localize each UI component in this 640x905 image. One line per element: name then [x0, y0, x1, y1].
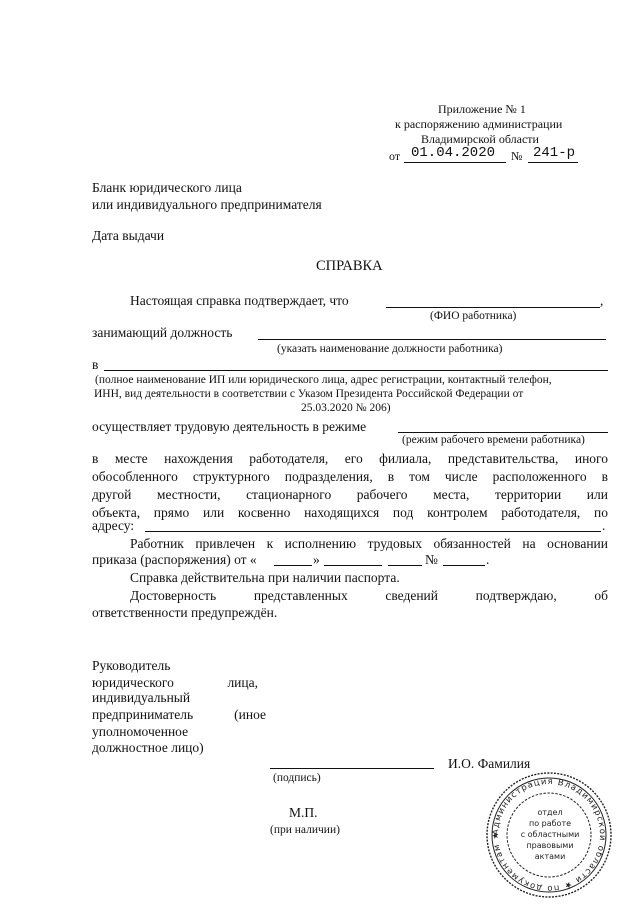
order-day-field[interactable]	[274, 565, 312, 566]
signer-line-5: уполномоченное	[92, 724, 189, 739]
signer-line-6: должностное лицо)	[92, 740, 204, 755]
address-label: адресу:	[92, 518, 135, 533]
order-number-field[interactable]	[443, 565, 485, 566]
seal-label: М.П.	[289, 805, 318, 820]
mode-field-line[interactable]	[398, 432, 608, 433]
stamp-line-2: по работе	[528, 819, 572, 828]
address-field-line[interactable]	[145, 531, 601, 532]
position-hint: (указать наименование должности работника)	[277, 343, 503, 355]
order-month-field[interactable]	[324, 565, 382, 566]
appendix-number-label: №	[511, 149, 523, 163]
reliability-line-1: Достоверность представленных сведений подтверждаю, об	[130, 588, 608, 603]
appendix-line-1: Приложение № 1	[438, 102, 526, 116]
reliability-line-2: ответственности предупреждён.	[92, 605, 278, 620]
stamp-line-4: правовыми	[526, 841, 574, 850]
position-field-line[interactable]	[258, 339, 606, 340]
org-hint-3: 25.03.2020 № 206)	[301, 402, 391, 414]
valid-text: Справка действительна при наличии паспорта.	[130, 570, 400, 585]
order-year-field[interactable]	[388, 565, 422, 566]
place-line-3: другой местности, стационарного рабочего места, территории или	[92, 487, 608, 502]
stamp-line-3: с областными	[520, 830, 580, 839]
seal-hint: (при наличии)	[270, 824, 340, 836]
blank-line-2: или индивидуального предпринимателя	[92, 197, 322, 212]
fio-hint: (ФИО работника)	[430, 310, 517, 322]
appendix-date-underline	[404, 162, 506, 163]
fio-comma: ,	[600, 293, 604, 308]
signature-field-line[interactable]	[270, 768, 434, 769]
signer-line-2: юридического лица,	[92, 675, 258, 690]
mode-hint: (режим рабочего времени работника)	[402, 434, 585, 446]
signer-name: И.О. Фамилия	[448, 756, 531, 771]
blank-line-1: Бланк юридического лица	[92, 180, 242, 195]
signature-hint: (подпись)	[273, 772, 321, 784]
document-title: СПРАВКА	[316, 258, 383, 274]
order-prefix: приказа (распоряжения) от «	[92, 552, 257, 567]
activity-label: осуществляет трудовую деятельность в режиме	[92, 419, 367, 434]
official-stamp	[484, 770, 614, 900]
signer-line-3: индивидуальный	[92, 690, 191, 705]
place-line-2: обособленного структурного подразделения, в том числе расположенного в	[92, 469, 608, 484]
appendix-line-2: к распоряжению администрации	[395, 117, 563, 131]
position-label: занимающий должность	[92, 325, 233, 340]
org-hint-1: (полное наименование ИП или юридического лица, адрес регистрации, контактный телефон,	[95, 374, 552, 386]
appendix-number-underline	[528, 162, 578, 163]
signer-line-4: предприниматель (иное	[92, 707, 266, 722]
address-period: .	[602, 518, 606, 533]
fio-field-line[interactable]	[386, 307, 600, 308]
order-quote-close: »	[313, 552, 320, 567]
appendix-from-label: от	[389, 149, 401, 163]
order-period: .	[486, 552, 490, 567]
appendix-line-3: Владимирской области	[421, 132, 539, 146]
place-line-4: объекта, прямо или косвенно находящихся под контролем работодателя, по	[92, 505, 608, 520]
issue-date-label: Дата выдачи	[92, 228, 165, 243]
confirm-text: Настоящая справка подтверждает, что	[130, 293, 349, 308]
stamp-ring-text: Администрация Владимирской области ★ по документам ★	[489, 775, 609, 895]
place-line-1: в месте нахождения работодателя, его филиала, представительства, иного	[92, 451, 608, 466]
stamp-line-1: отдел	[537, 808, 563, 817]
involved-line-1: Работник привлечен к исполнению трудовых обязанностей на основании	[130, 536, 608, 551]
org-hint-2: ИНН, вид деятельности в соответствии с Указом Президента Российской Федерации от	[94, 388, 524, 400]
order-number-label: №	[425, 552, 438, 567]
org-in-label: в	[92, 357, 99, 372]
org-field-line[interactable]	[104, 370, 608, 371]
stamp-line-5: актами	[534, 852, 566, 861]
signer-line-1: Руководитель	[92, 658, 171, 673]
appendix-number: 241-р	[533, 145, 576, 161]
appendix-date: 01.04.2020	[411, 145, 496, 161]
